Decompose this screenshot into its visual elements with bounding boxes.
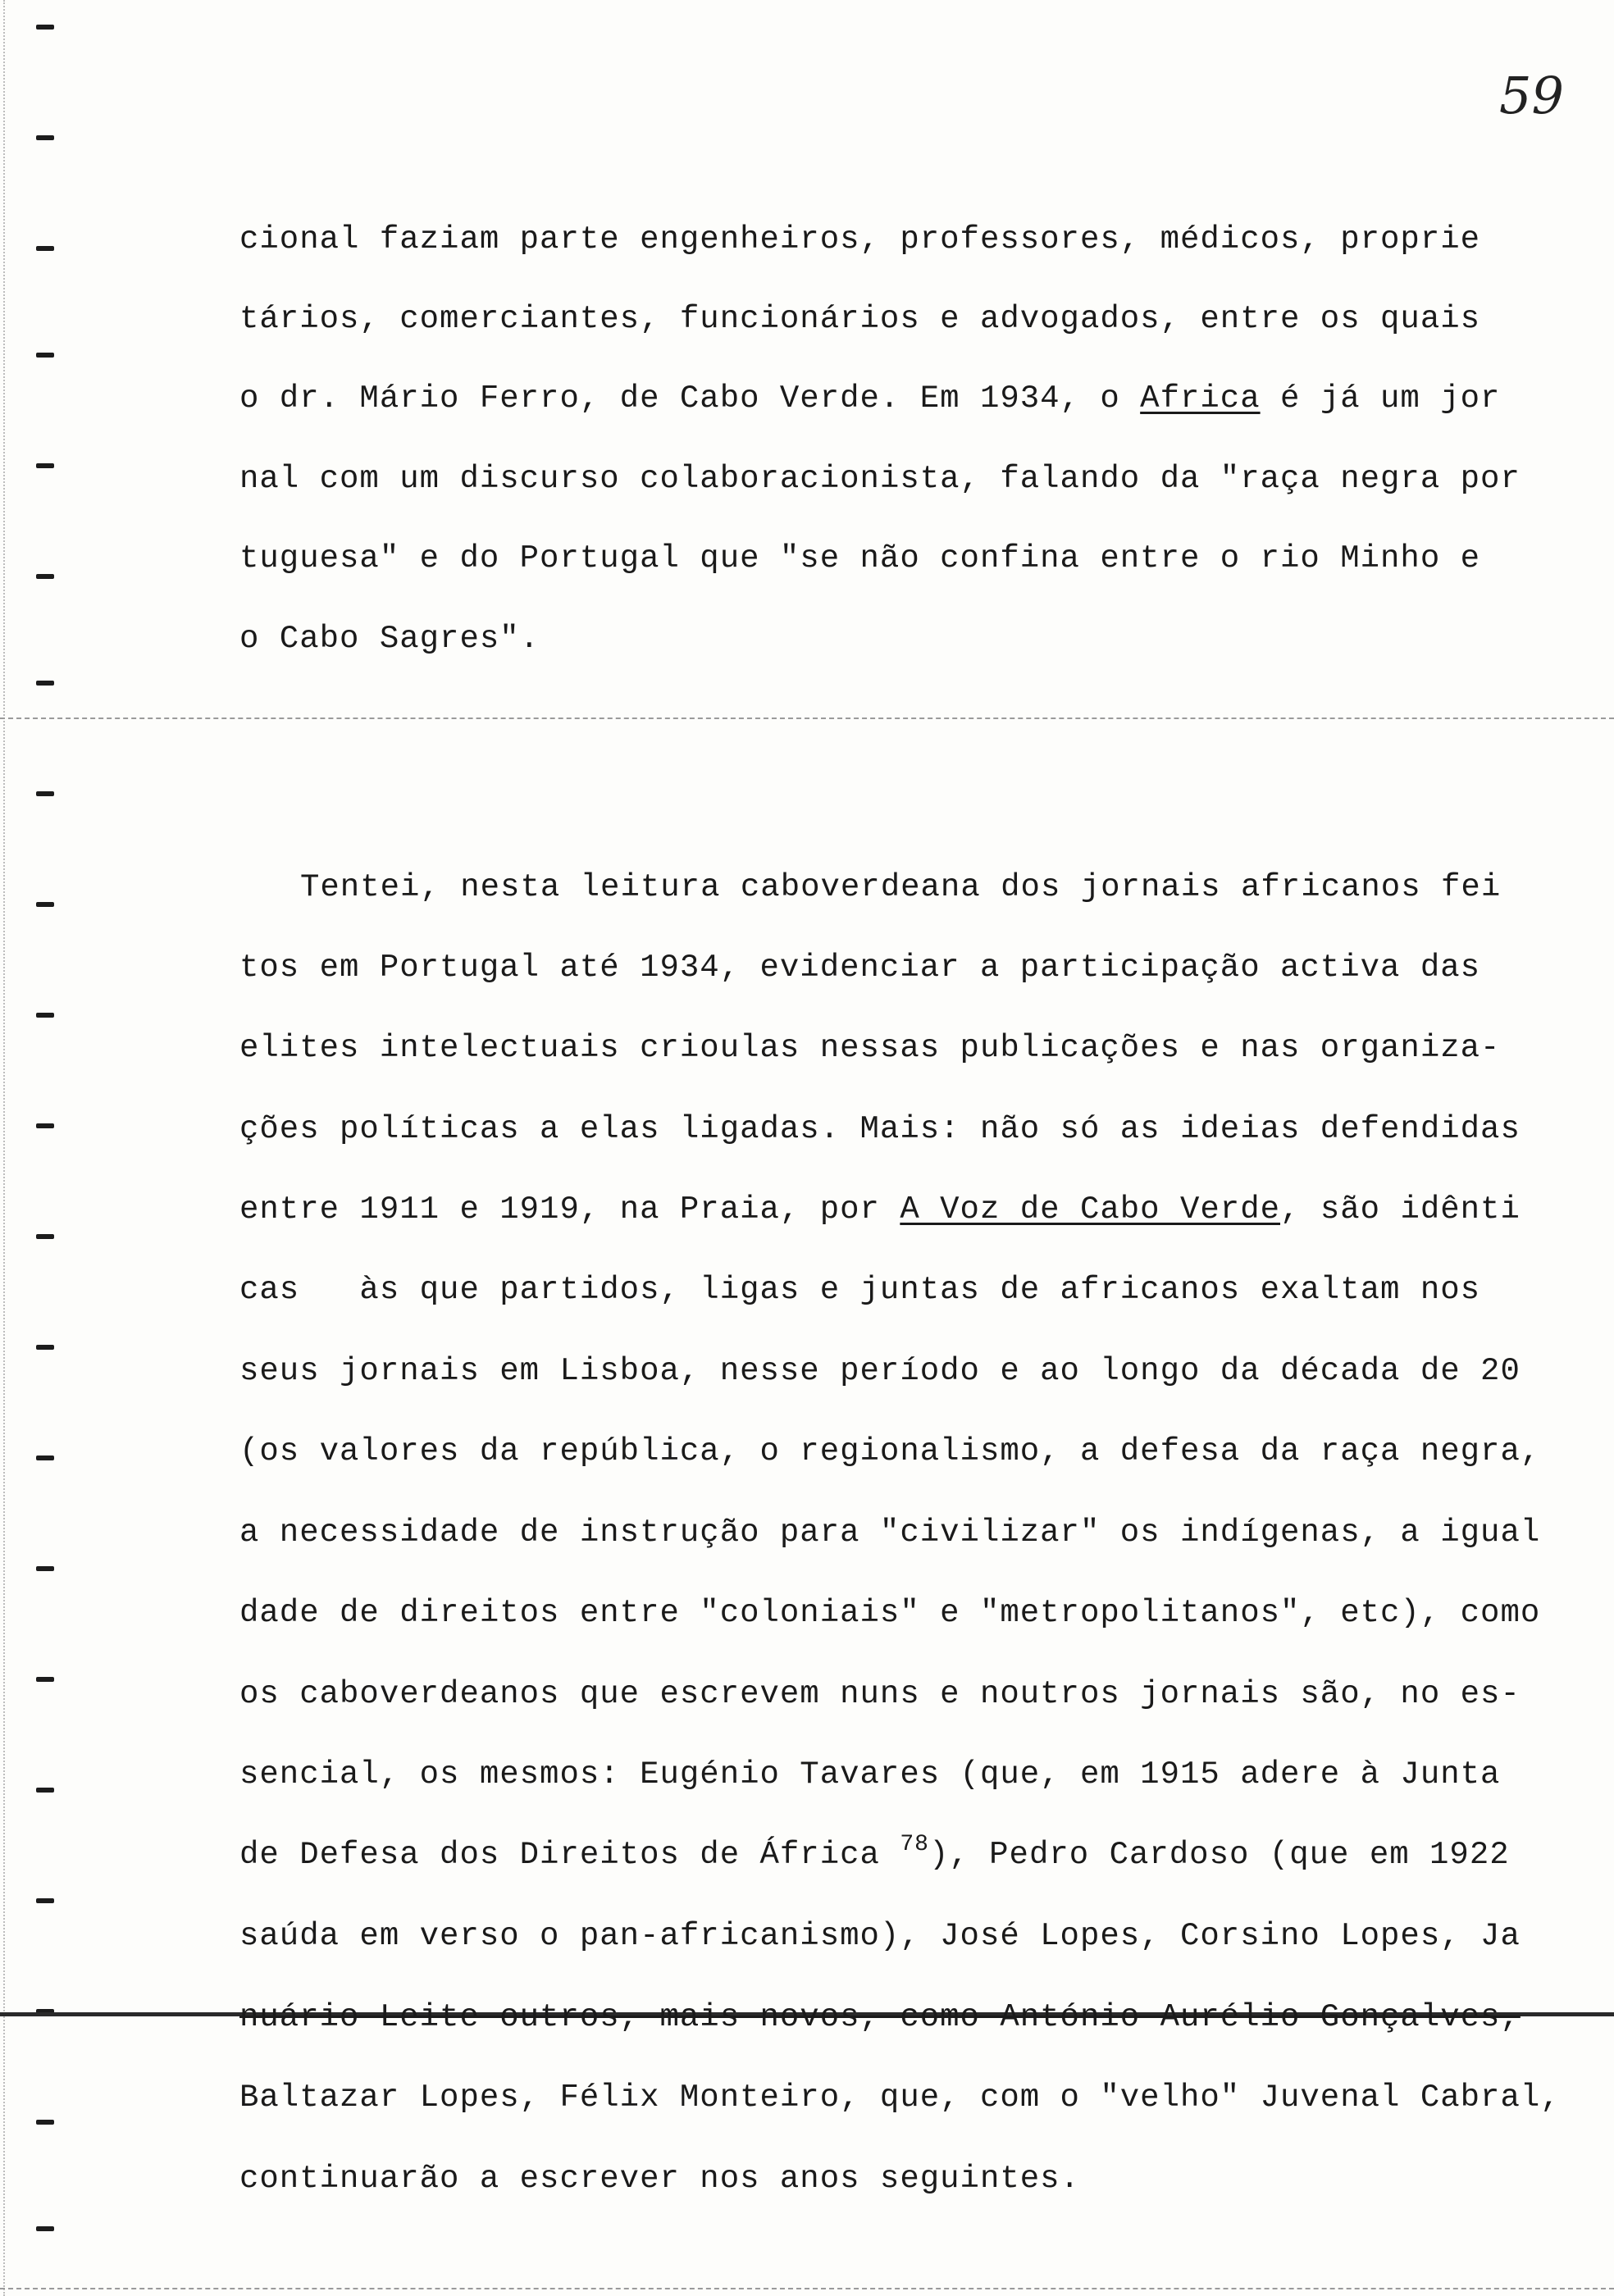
footnote-reference: 78 <box>900 1832 929 1857</box>
margin-tick <box>36 1013 54 1018</box>
margin-tick <box>36 574 54 579</box>
text-line: (os valores da república, o regionalismo, a defesa da raça negra, <box>239 1433 1541 1469</box>
text-line <box>239 1832 1510 1878</box>
text-line: elites intelectuais crioulas nessas publicações e nas organiza- <box>239 1030 1501 1066</box>
margin-tick <box>36 25 54 30</box>
text-line: ções políticas a elas ligadas. Mais: não só as ideias defendidas <box>239 1111 1521 1147</box>
text-line: nal com um discurso colaboracionista, falando da "raça negra por <box>239 461 1521 497</box>
margin-tick <box>36 791 54 796</box>
text-line: cas às que partidos, ligas e juntas de africanos exaltam nos <box>239 1272 1481 1308</box>
margin-tick <box>36 1898 54 1903</box>
section-divider <box>0 718 1614 719</box>
text-line: saúda em verso o pan-africanismo), José Lopes, Corsino Lopes, Ja <box>239 1918 1521 1954</box>
margin-tick <box>36 1677 54 1682</box>
text-line <box>239 379 1500 418</box>
margin-tick <box>36 1234 54 1239</box>
text-segment: , são idênti <box>1280 1191 1521 1228</box>
text-line: nuário Leite outros, mais novos, como António Aurélio Gonçalves, <box>239 1999 1521 2035</box>
margin-tick <box>36 2226 54 2231</box>
margin-tick <box>36 463 54 468</box>
text-line: Tentei, nesta leitura caboverdeana dos jornais africanos fei <box>300 869 1502 905</box>
left-edge-line <box>3 0 5 2296</box>
margin-tick <box>36 681 54 686</box>
text-segment: entre 1911 e 1919, na Praia, por <box>239 1191 900 1228</box>
text-line: Baltazar Lopes, Félix Monteiro, que, com o "velho" Juvenal Cabral, <box>239 2080 1561 2116</box>
left-margin-marks <box>0 0 66 2296</box>
margin-tick <box>36 353 54 358</box>
text-line: tuguesa" e do Portugal que "se não confina entre o rio Minho e <box>239 540 1481 576</box>
margin-tick <box>36 902 54 907</box>
text-line: sencial, os mesmos: Eugénio Tavares (que, em 1915 adere à Junta <box>239 1756 1501 1793</box>
text-segment: de Defesa dos Direitos de África <box>239 1837 900 1873</box>
text-line: a necessidade de instrução para "civilizar" os indígenas, a igual <box>239 1515 1541 1551</box>
text-line: os caboverdeanos que escrevem nuns e noutros jornais são, no es- <box>239 1676 1521 1712</box>
text-line <box>239 1190 1521 1229</box>
text-segment: o dr. Mário Ferro, de Cabo Verde. Em 1934, o <box>239 380 1141 417</box>
newspaper-title: Africa <box>1140 380 1261 417</box>
newspaper-title: A Voz de Cabo Verde <box>900 1191 1281 1228</box>
text-segment: ), Pedro Cardoso (que em 1922 <box>928 1837 1510 1873</box>
text-line: tários, comerciantes, funcionários e advogados, entre os quais <box>239 301 1481 337</box>
text-line: tos em Portugal até 1934, evidenciar a participação activa das <box>239 950 1481 986</box>
bottom-edge-line <box>0 2288 1614 2289</box>
margin-tick <box>36 246 54 251</box>
text-line: dade de direitos entre "coloniais" e "metropolitanos", etc), como <box>239 1595 1541 1631</box>
margin-tick <box>36 1123 54 1128</box>
text-segment: é já um jor <box>1260 380 1501 417</box>
page-number: 59 <box>1499 66 1564 125</box>
margin-tick <box>36 2120 54 2125</box>
margin-tick <box>36 1345 54 1350</box>
text-line: continuarão a escrever nos anos seguintes. <box>239 2161 1080 2197</box>
text-line: o Cabo Sagres". <box>239 621 540 657</box>
text-line: seus jornais em Lisboa, nesse período e ao longo da década de 20 <box>239 1353 1521 1389</box>
margin-tick <box>36 1788 54 1793</box>
margin-tick <box>36 135 54 140</box>
margin-tick <box>36 1566 54 1571</box>
text-line: cional faziam parte engenheiros, professores, médicos, proprie <box>239 221 1481 257</box>
margin-tick <box>36 1456 54 1460</box>
